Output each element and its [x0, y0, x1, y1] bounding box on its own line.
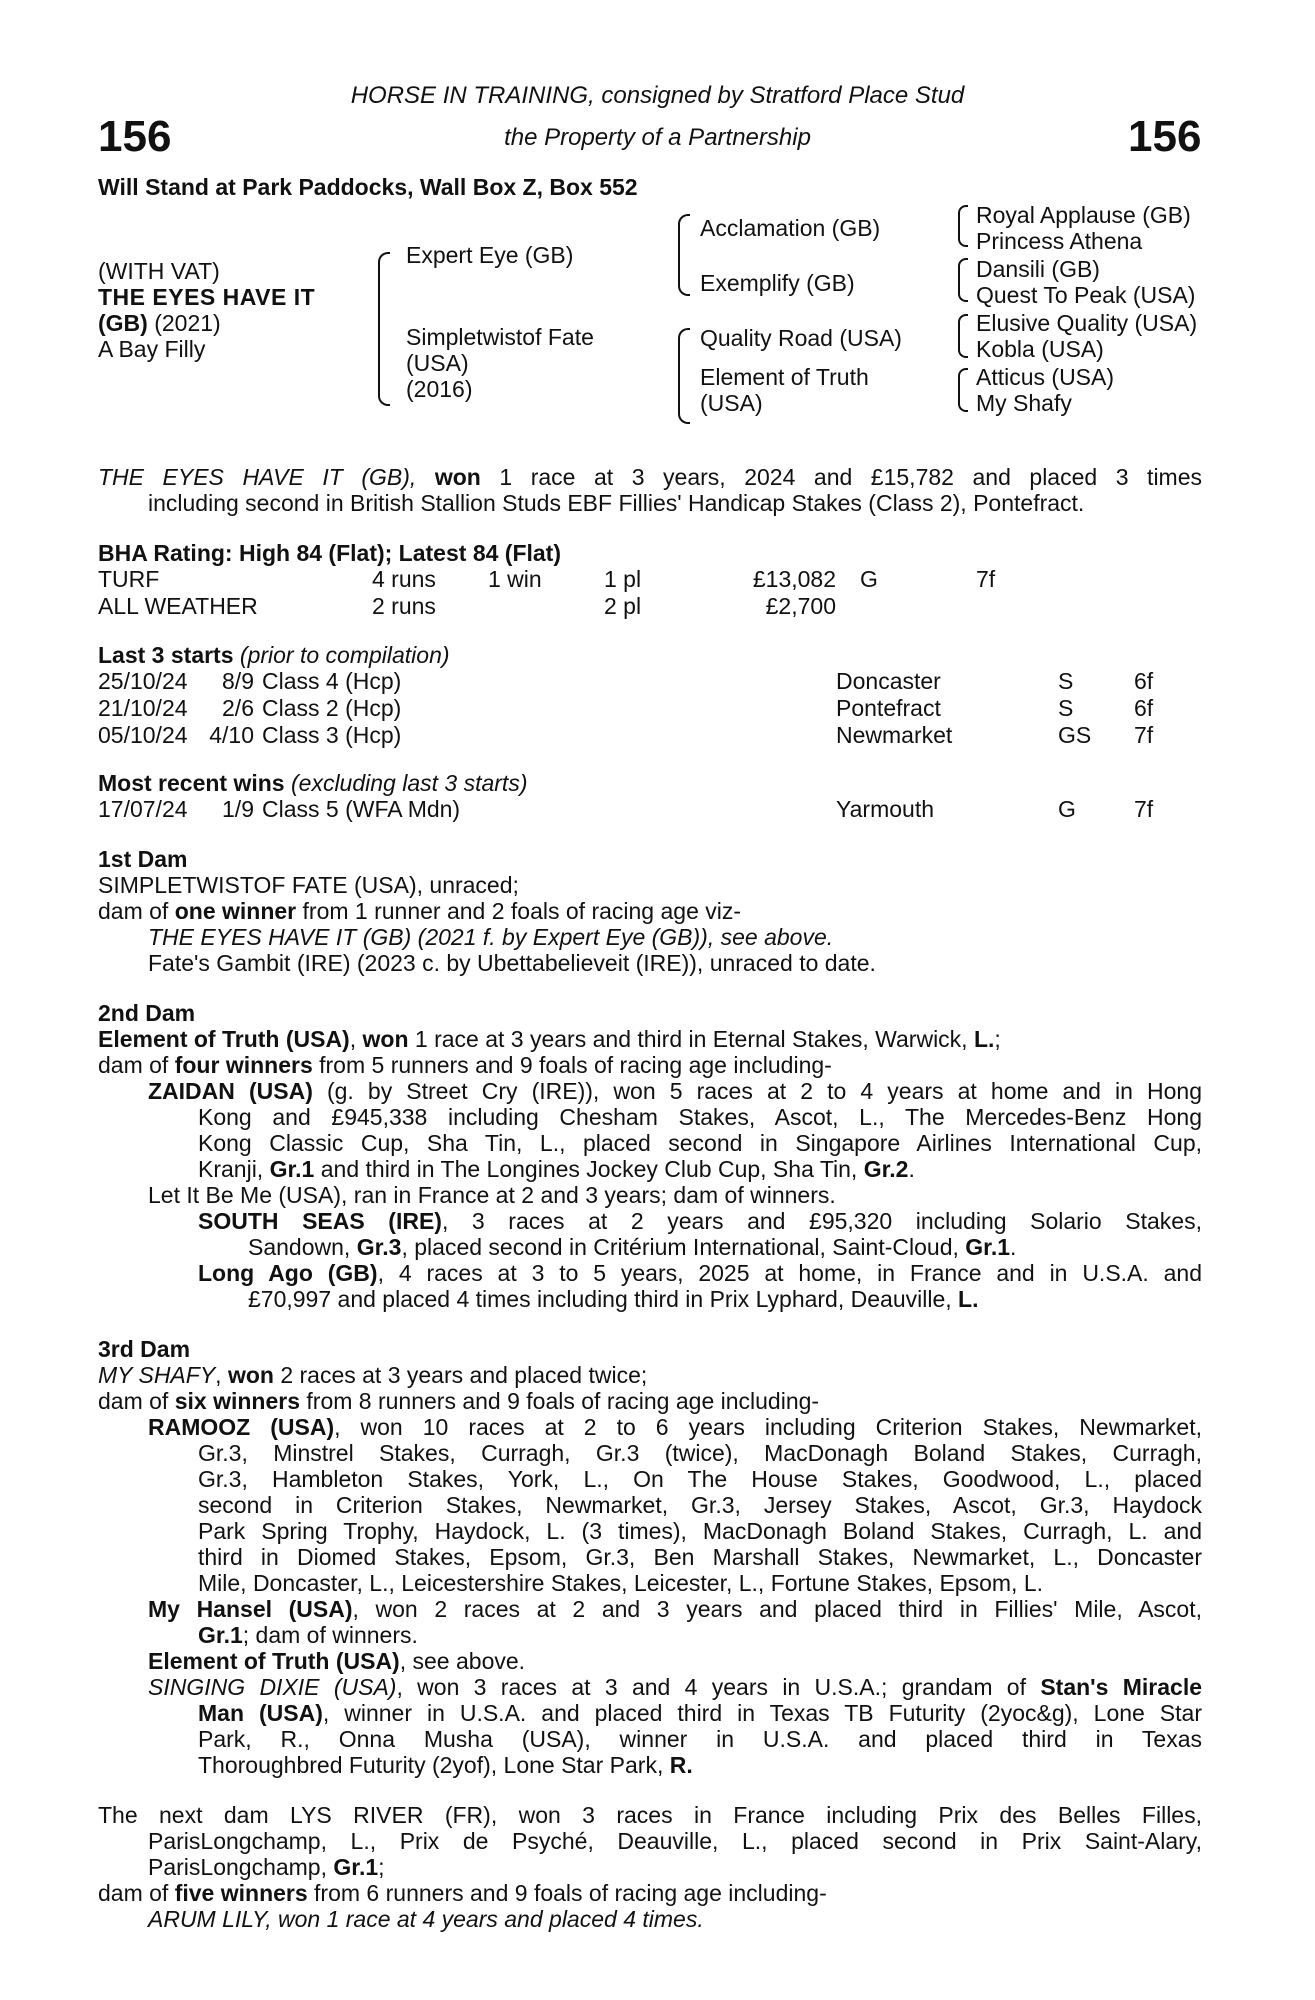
dam3-line2	[98, 1388, 819, 1414]
start-position: 2/6	[222, 695, 254, 721]
text: L.	[958, 1286, 979, 1312]
text: , 4 races at 3 to 5 years, 2025 at home, in France and in U.S.A. and	[377, 1260, 1202, 1286]
next-dam-line4	[98, 1880, 827, 1906]
stats-wins	[488, 593, 604, 620]
pedigree-ds-sire: Elusive Quality (USA)	[976, 310, 1198, 336]
recent-wins-table	[98, 796, 1174, 823]
start-date: 21/10/24	[98, 695, 188, 721]
dam2-line2	[98, 1052, 832, 1078]
text: Gr.1	[269, 1156, 315, 1182]
long-ago-line1	[198, 1260, 1202, 1286]
pedigree-brace-ds	[958, 314, 968, 358]
recent-note: (excluding last 3 starts)	[291, 770, 528, 796]
my-hansel-line2	[198, 1622, 418, 1648]
pedigree-dd-dam: My Shafy	[976, 390, 1072, 416]
stats-placed: 2 pl	[604, 593, 642, 619]
text: R.	[669, 1752, 693, 1778]
text: Gr.1	[965, 1234, 1011, 1260]
stats-going: G	[860, 566, 878, 592]
ramooz-name: RAMOOZ (USA)	[148, 1414, 335, 1440]
text: ; dam of winners.	[242, 1622, 418, 1648]
text: and third in The Longines Jockey Club Cup, Sha Tin,	[314, 1156, 864, 1182]
property-line: the Property of a Partnership	[504, 124, 811, 151]
text: dam of	[98, 1880, 175, 1906]
text: dam of	[98, 1052, 175, 1078]
long-ago-line2	[248, 1286, 978, 1312]
start-course: Yarmouth	[836, 796, 935, 822]
start-distance: 6f	[1134, 695, 1154, 721]
text: ,	[215, 1362, 228, 1388]
summary-won: won	[434, 464, 481, 490]
pedigree-ds-dam: Kobla (USA)	[976, 336, 1104, 362]
stats-distance	[976, 593, 1036, 620]
text: 2 races at 3 years and placed twice;	[273, 1362, 648, 1388]
singing-dixie-line3: Park, R., Onna Musha (USA), winner in U.S.A. and placed third in Texas	[198, 1726, 1202, 1752]
pedigree-brace-gen1	[378, 252, 390, 406]
text: dam of	[98, 1388, 175, 1414]
my-hansel-name: My Hansel (USA)	[148, 1596, 353, 1622]
race-summary-line1	[98, 464, 1202, 490]
let-it-be-me: Let It Be Me (USA), ran in France at 2 and 3 years; dam of winners.	[148, 1182, 836, 1208]
summary-horse-name: THE EYES HAVE IT (GB),	[98, 464, 417, 490]
text: Sandown,	[248, 1234, 357, 1260]
stand-location: Will Stand at Park Paddocks, Wall Box Z, Box 552	[98, 174, 638, 200]
pedigree-brace-sire	[678, 214, 690, 296]
text: won	[227, 1362, 274, 1388]
start-row	[98, 796, 1174, 823]
singing-dixie-line1	[148, 1674, 1202, 1700]
start-position: 1/9	[222, 796, 254, 822]
last3-heading	[98, 642, 450, 668]
dam1-foal-1: THE EYES HAVE IT (GB) (2021 f. by Expert Eye (GB)), see above.	[148, 924, 834, 950]
dam1-foal-2: Fate's Gambit (IRE) (2023 c. by Ubettabelieveit (IRE)), unraced to date.	[148, 950, 876, 976]
consignor-line: HORSE IN TRAINING, consigned by Stratford Place Stud	[350, 82, 965, 109]
text: from 8 runners and 9 foals of racing age including-	[300, 1388, 820, 1414]
arum-lily: ARUM LILY, won 1 race at 4 years and placed 4 times.	[148, 1906, 704, 1932]
last3-note: (prior to compilation)	[239, 642, 450, 668]
start-row	[98, 695, 1174, 722]
start-going: S	[1058, 668, 1074, 694]
lot-number-left: 156	[98, 112, 172, 161]
pedigree-sire-sire: Acclamation (GB)	[700, 215, 881, 241]
south-seas-line2	[248, 1234, 1016, 1260]
element-of-truth-name: Element of Truth (USA)	[148, 1648, 400, 1674]
text: 1 race at 3 years and third in Eternal Stakes, Warwick,	[408, 1026, 974, 1052]
text: ParisLongchamp,	[148, 1854, 334, 1880]
text: Thoroughbred Futurity (2yof), Lone Star Park,	[198, 1752, 670, 1778]
stats-placed: 1 pl	[604, 566, 642, 592]
pedigree-sd-dam: Quest To Peak (USA)	[976, 282, 1196, 308]
stats-row-all-weather	[98, 593, 1036, 620]
pedigree-sire-dam: Exemplify (GB)	[700, 270, 855, 296]
pedigree-dd-sire: Atticus (USA)	[976, 364, 1115, 390]
text: , won 10 races at 2 to 6 years including Criterion Stakes, Newmarket,	[334, 1414, 1202, 1440]
text: Gr.1	[333, 1854, 379, 1880]
horse-origin-year	[98, 310, 221, 336]
singing-dixie-line2	[198, 1700, 1202, 1726]
pedigree-dam-3: (2016)	[406, 376, 473, 402]
dam3-title: 3rd Dam	[98, 1336, 191, 1362]
horse-country: (GB)	[98, 310, 148, 336]
pedigree-dam-dam-2: (USA)	[700, 390, 763, 416]
summary-record: 1 race at 3 years, 2024 and £15,782 and placed 3 times	[499, 464, 1203, 490]
pedigree-dam-sire: Quality Road (USA)	[700, 325, 902, 351]
recent-wins-heading	[98, 770, 527, 796]
winner-count: one winner	[174, 898, 297, 924]
start-distance: 7f	[1134, 796, 1154, 822]
singing-dixie-name: SINGING DIXIE (USA)	[148, 1674, 397, 1700]
ramooz-line6: third in Diomed Stakes, Epsom, Gr.3, Ben Marshall Stakes, Newmarket, L., Doncaster	[198, 1544, 1202, 1570]
text: from 1 runner and 2 foals of racing age viz-	[296, 898, 742, 924]
start-distance: 7f	[1134, 722, 1154, 748]
start-distance: 6f	[1134, 668, 1154, 694]
ramooz-line3: Gr.3, Hambleton Stakes, York, L., On The House Stakes, Goodwood, L., placed	[198, 1466, 1202, 1492]
last3-title: Last 3 starts	[98, 642, 234, 668]
text: dam of	[98, 898, 175, 924]
start-class: Class 3 (Hcp)	[262, 722, 402, 748]
horse-year: (2021)	[147, 310, 221, 336]
text: Stan's Miracle	[1040, 1674, 1202, 1700]
stats-runs: 4 runs	[372, 566, 436, 592]
pedigree-sd-sire: Dansili (GB)	[976, 256, 1100, 282]
zaidan-name: ZAIDAN (USA)	[148, 1078, 313, 1104]
bha-stats-table	[98, 566, 1036, 620]
south-seas-name: SOUTH SEAS (IRE)	[198, 1208, 442, 1234]
last3-table	[98, 668, 1174, 749]
text: Kranji,	[198, 1156, 270, 1182]
stats-going	[860, 593, 976, 620]
pedigree-brace-sd	[958, 258, 968, 302]
dam3-line1	[98, 1362, 647, 1388]
zaidan-line4	[198, 1156, 915, 1182]
stats-wins: 1 win	[488, 566, 542, 592]
dam1-produce	[98, 898, 741, 924]
pedigree-brace-dd	[958, 368, 968, 412]
pedigree-brace-dam	[678, 328, 690, 424]
element-of-truth-ref	[148, 1648, 525, 1674]
start-course: Doncaster	[836, 668, 941, 694]
text: (g. by Street Cry (IRE)), won 5 races at 2 to 4 years at home and in Hong	[312, 1078, 1202, 1104]
next-dam-line1: The next dam LYS RIVER (FR), won 3 races in France including Prix des Belles Filles,	[98, 1802, 1202, 1828]
start-class: Class 4 (Hcp)	[262, 668, 402, 694]
text: ;	[378, 1854, 385, 1880]
text: from 6 runners and 9 foals of racing age including-	[307, 1880, 827, 1906]
next-dam-line2: ParisLongchamp, L., Prix de Psyché, Deauville, L., placed second in Prix Saint-Alary,	[148, 1828, 1202, 1854]
text: won	[362, 1026, 409, 1052]
text: .	[1010, 1234, 1017, 1260]
dam2-line1	[98, 1026, 1001, 1052]
text: , placed second in Critérium International, Saint-Cloud,	[401, 1234, 966, 1260]
vat-note: (WITH VAT)	[98, 258, 220, 284]
ramooz-line7: Mile, Doncaster, L., Leicestershire Stakes, Leicester, L., Fortune Stakes, Epsom, L.	[198, 1570, 1044, 1596]
south-seas-line1	[198, 1208, 1202, 1234]
winner-count: five winners	[174, 1880, 308, 1906]
start-course: Newmarket	[836, 722, 953, 748]
start-going: S	[1058, 695, 1074, 721]
start-position: 8/9	[222, 668, 254, 694]
start-going: G	[1058, 796, 1076, 822]
bha-rating-title: BHA Rating: High 84 (Flat); Latest 84 (Flat)	[98, 540, 561, 566]
stats-row-turf	[98, 566, 1036, 593]
long-ago-name: Long Ago (GB)	[198, 1260, 378, 1286]
text: £70,997 and placed 4 times including third in Prix Lyphard, Deauville,	[248, 1286, 959, 1312]
text: L.	[973, 1026, 995, 1052]
start-class: Class 5 (WFA Mdn)	[262, 796, 461, 822]
text: Gr.3	[356, 1234, 402, 1260]
winner-count: four winners	[174, 1052, 313, 1078]
pedigree-dam-2: (USA)	[406, 350, 469, 376]
start-row	[98, 722, 1174, 749]
recent-title: Most recent wins	[98, 770, 285, 796]
ramooz-line1	[148, 1414, 1202, 1440]
text: , winner in U.S.A. and placed third in Texas TB Futurity (2yoc&g), Lone Star	[322, 1700, 1202, 1726]
dam2-name: Element of Truth (USA)	[98, 1026, 350, 1052]
dam3-name: MY SHAFY	[98, 1362, 216, 1388]
text: Man (USA)	[198, 1700, 323, 1726]
text: .	[908, 1156, 915, 1182]
start-date: 17/07/24	[98, 796, 188, 822]
race-summary-line2: including second in British Stallion Studs EBF Fillies' Handicap Stakes (Class 2), Pontefract.	[148, 490, 1085, 516]
horse-description: A Bay Filly	[98, 336, 206, 362]
ramooz-line2: Gr.3, Minstrel Stakes, Curragh, Gr.3 (twice), MacDonagh Boland Stakes, Curragh,	[198, 1440, 1202, 1466]
singing-dixie-line4	[198, 1752, 693, 1778]
dam2-title: 2nd Dam	[98, 1000, 196, 1026]
zaidan-line1	[148, 1078, 1202, 1104]
text: , see above.	[399, 1648, 526, 1674]
text: , won 3 races at 3 and 4 years in U.S.A.; grandam of	[396, 1674, 1041, 1700]
next-dam-line3	[148, 1854, 385, 1880]
start-course: Pontefract	[836, 695, 941, 721]
start-date: 25/10/24	[98, 668, 188, 694]
text: , won 2 races at 2 and 3 years and placed third in Fillies' Mile, Ascot,	[352, 1596, 1202, 1622]
text: ,	[349, 1026, 363, 1052]
horse-name: THE EYES HAVE IT	[98, 284, 316, 310]
ramooz-line4: second in Criterion Stakes, Newmarket, Gr.3, Jersey Stakes, Ascot, Gr.3, Haydock	[198, 1492, 1202, 1518]
dam1-title: 1st Dam	[98, 846, 188, 872]
pedigree-sire: Expert Eye (GB)	[406, 242, 574, 268]
start-going: GS	[1058, 722, 1092, 748]
my-hansel-line1	[148, 1596, 1202, 1622]
start-position: 4/10	[209, 722, 254, 748]
text: ;	[994, 1026, 1001, 1052]
ramooz-line5: Park Spring Trophy, Haydock, L. (3 times), MacDonagh Boland Stakes, Curragh, L. and	[198, 1518, 1202, 1544]
text: Gr.2	[863, 1156, 909, 1182]
pedigree-dam-1: Simpletwistof Fate	[406, 324, 594, 350]
stats-earnings: £13,082	[752, 566, 836, 592]
dam1-name: SIMPLETWISTOF FATE (USA), unraced;	[98, 872, 519, 898]
zaidan-line3: Kong Classic Cup, Sha Tin, L., placed second in Singapore Airlines International Cup,	[198, 1130, 1202, 1156]
stats-distance: 7f	[976, 566, 996, 592]
start-date: 05/10/24	[98, 722, 188, 748]
text: Gr.1	[198, 1622, 243, 1648]
start-class: Class 2 (Hcp)	[262, 695, 402, 721]
text: , 3 races at 2 years and £95,320 including Solario Stakes,	[441, 1208, 1202, 1234]
stats-surface: TURF	[98, 566, 160, 592]
lot-number-right: 156	[1128, 112, 1202, 161]
zaidan-line2: Kong and £945,338 including Chesham Stakes, Ascot, L., The Mercedes-Benz Hong	[198, 1104, 1202, 1130]
pedigree-ss-sire: Royal Applause (GB)	[976, 202, 1191, 228]
stats-surface: ALL WEATHER	[98, 593, 258, 619]
text: from 5 runners and 9 foals of racing age including-	[312, 1052, 832, 1078]
pedigree-dam-dam-1: Element of Truth	[700, 364, 869, 390]
start-row	[98, 668, 1174, 695]
pedigree-brace-ss	[958, 205, 968, 247]
winner-count: six winners	[174, 1388, 300, 1414]
stats-runs: 2 runs	[372, 593, 436, 619]
stats-earnings: £2,700	[765, 593, 836, 619]
pedigree-ss-dam: Princess Athena	[976, 228, 1143, 254]
